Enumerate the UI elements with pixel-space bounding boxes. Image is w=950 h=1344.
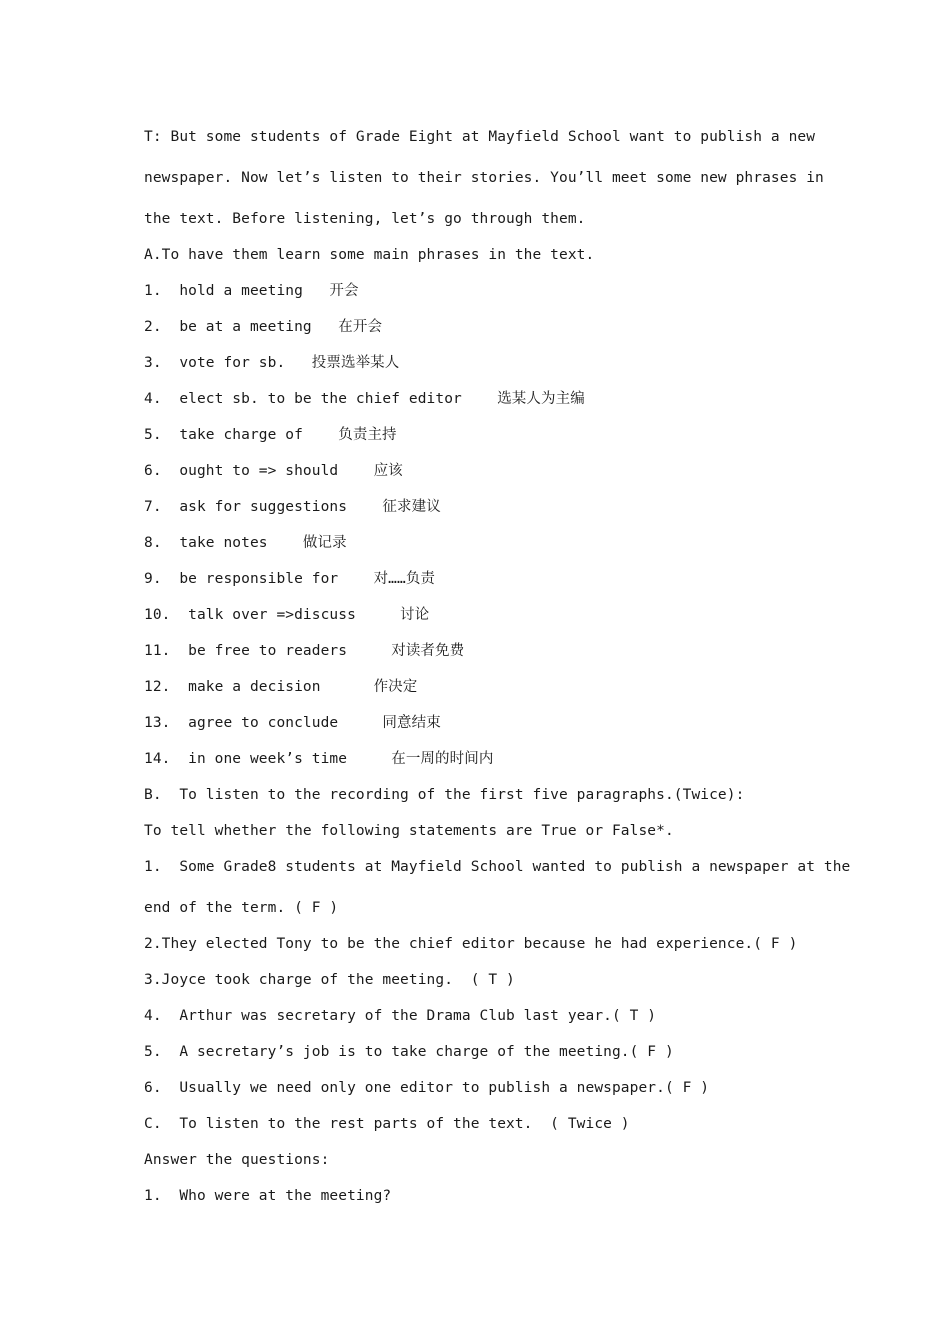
phrase-item: 4. elect sb. to be the chief editor 选某人为主编 — [144, 391, 585, 407]
phrase-item: 8. take notes 做记录 — [144, 535, 347, 551]
statement-item: 3.Joyce took charge of the meeting. ( T ) — [144, 972, 515, 988]
intro-line: T: But some students of Grade Eight at Mayfield School want to publish a new — [144, 129, 816, 145]
phrase-item: 11. be free to readers 对读者免费 — [144, 643, 465, 659]
section-b-instruction: To tell whether the following statements are True or False*. — [144, 823, 674, 839]
phrase-item: 7. ask for suggestions 征求建议 — [144, 499, 441, 515]
phrase-item: 13. agree to conclude 同意结束 — [144, 715, 441, 731]
statement-item: 6. Usually we need only one editor to publish a newspaper.( F ) — [144, 1080, 710, 1096]
section-a-heading: A.To have them learn some main phrases in the text. — [144, 247, 595, 263]
phrase-item: 3. vote for sb. 投票选举某人 — [144, 355, 400, 371]
question-item: 1. Who were at the meeting? — [144, 1188, 392, 1204]
statement-item: 1. Some Grade8 students at Mayfield School wanted to publish a newspaper at the — [144, 859, 851, 875]
phrase-item: 5. take charge of 负责主持 — [144, 427, 397, 443]
phrase-item: 14. in one week’s time 在一周的时间内 — [144, 751, 494, 767]
phrase-item: 12. make a decision 作决定 — [144, 679, 418, 695]
phrase-item: 9. be responsible for 对……负责 — [144, 571, 436, 587]
phrase-item: 1. hold a meeting 开会 — [144, 283, 359, 299]
phrase-item: 2. be at a meeting 在开会 — [144, 319, 383, 335]
intro-line: newspaper. Now let’s listen to their stories. You’ll meet some new phrases in — [144, 170, 824, 186]
statement-item: 5. A secretary’s job is to take charge of the meeting.( F ) — [144, 1044, 674, 1060]
section-c-heading: C. To listen to the rest parts of the text. ( Twice ) — [144, 1116, 630, 1132]
phrase-item: 10. talk over =>discuss 讨论 — [144, 607, 430, 623]
section-c-instruction: Answer the questions: — [144, 1152, 330, 1168]
statement-item: 2.They elected Tony to be the chief editor because he had experience.( F ) — [144, 936, 798, 952]
intro-line: the text. Before listening, let’s go through them. — [144, 211, 586, 227]
statement-item-continuation: end of the term. ( F ) — [144, 900, 339, 916]
phrase-item: 6. ought to => should 应该 — [144, 463, 403, 479]
statement-item: 4. Arthur was secretary of the Drama Club last year.( T ) — [144, 1008, 657, 1024]
section-b-heading: B. To listen to the recording of the first five paragraphs.(Twice): — [144, 787, 745, 803]
